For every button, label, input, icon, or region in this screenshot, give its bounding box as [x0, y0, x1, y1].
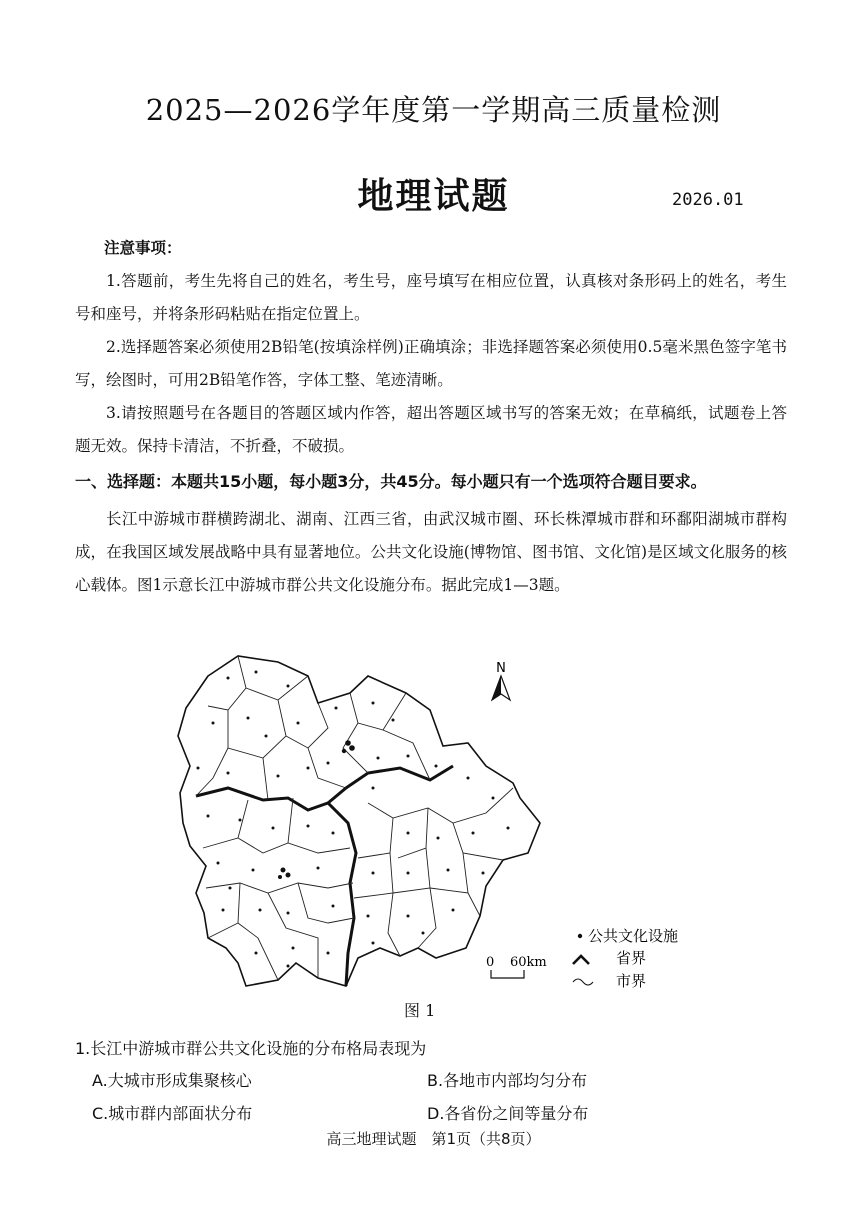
passage-text: 长江中游城市群横跨湖北、湖南、江西三省，由武汉城市圈、环长株潭城市群和环鄱阳湖城市群构成，在我国区域发展战略中具有显著地位。公共文化设施(博物馆、图书馆、文化馆)是区域文化服务的核心载体。图1示意长江中游城市群公共文化设施分布。据此完成1—3题。	[75, 510, 787, 594]
question-1-stem: 1.长江中游城市群公共文化设施的分布格局表现为	[75, 1039, 427, 1058]
scale-distance: 60km	[510, 955, 547, 970]
city-borders	[196, 656, 513, 980]
region-outline	[178, 656, 540, 986]
province-border-hubei-jiangxi	[328, 766, 453, 803]
scale-bar	[486, 955, 547, 978]
legend-province: 省界	[616, 949, 647, 967]
notice-item-2: 2.选择题答案必须使用2B铅笔(按填涂样例)正确填涂；非选择题答案必须使用0.5毫米黑色签字笔书写，绘图时，可用2B铅笔作答，字体工整、笔迹清晰。	[75, 338, 787, 389]
subject-title: 地理试题	[357, 176, 510, 217]
map-svg	[168, 648, 708, 993]
option-a[interactable]: A.大城市形成集聚核心	[92, 1071, 252, 1090]
notice-item-3: 3.请按照题号在各题目的答题区域内作答，超出答题区域书写的答案无效；在草稿纸，试题卷上答题无效。保持卡清洁，不折叠，不破损。	[75, 404, 787, 455]
exam-date: 2026.01	[672, 190, 744, 210]
option-d[interactable]: D.各省份之间等量分布	[427, 1104, 589, 1123]
figure-1-map	[168, 648, 708, 993]
scale-zero: 0	[486, 955, 495, 970]
legend-province-icon	[573, 956, 589, 964]
legend-city: 市界	[616, 972, 647, 990]
north-arrow	[492, 661, 510, 700]
north-label: N	[496, 661, 506, 676]
legend-facility: 公共文化设施	[588, 927, 679, 945]
legend-city-icon	[573, 979, 593, 985]
figure-caption: 图 1	[404, 1001, 436, 1020]
legend-dot-icon	[578, 934, 582, 938]
map-legend	[573, 927, 678, 990]
exam-title: 2025—2026学年度第一学期高三质量检测	[145, 93, 722, 127]
notice-title: 注意事项：	[104, 239, 182, 257]
option-b[interactable]: B.各地市内部均匀分布	[427, 1071, 588, 1090]
section-heading: 一、选择题：本题共15小题，每小题3分，共45分。每小题只有一个选项符合题目要求。	[75, 472, 707, 491]
notice-item-1: 1.答题前，考生先将自己的姓名，考生号，座号填写在相应位置，认真核对条形码上的姓名，考生号和座号，并将条形码粘贴在指定位置上。	[75, 272, 787, 323]
page-footer: 高三地理试题 第1页（共8页）	[326, 1130, 541, 1148]
option-c[interactable]: C.城市群内部面状分布	[92, 1104, 253, 1123]
